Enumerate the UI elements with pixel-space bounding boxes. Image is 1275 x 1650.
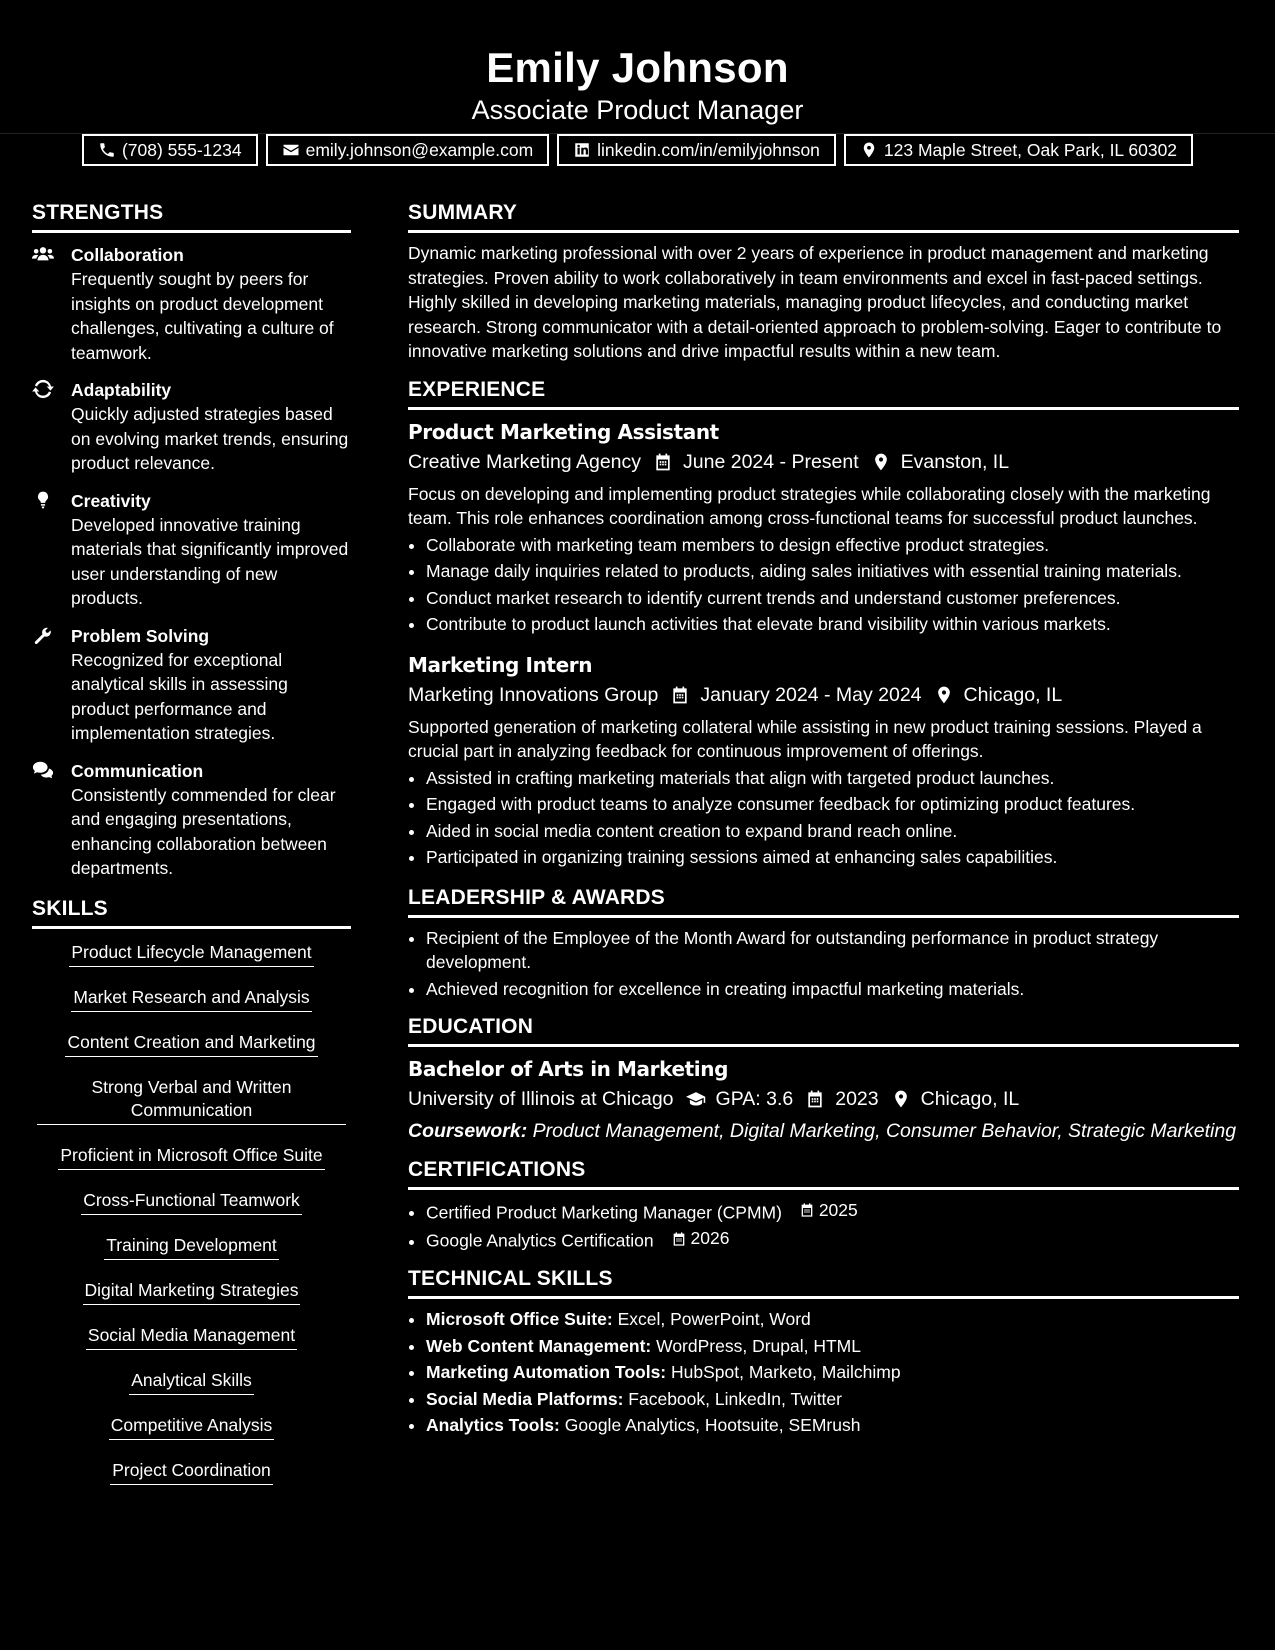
skills-list	[32, 941, 351, 1485]
job-meta	[408, 448, 1239, 476]
map-pin-icon	[860, 141, 878, 159]
strength-name: Creativity	[71, 490, 151, 511]
strengths-heading: STRENGTHS	[32, 199, 351, 233]
sync-icon	[32, 379, 56, 399]
calendar-icon	[653, 452, 673, 472]
education-section	[408, 1013, 1239, 1144]
experience-heading: EXPERIENCE	[408, 376, 1239, 410]
leadership-list	[408, 926, 1239, 1002]
job-bullets	[408, 533, 1239, 637]
skill-item: Cross-Functional Teamwork	[32, 1189, 351, 1215]
coursework-list: Product Management, Digital Marketing, Consumer Behavior, Strategic Marketing	[532, 1120, 1237, 1142]
summary-section	[408, 199, 1239, 364]
contact-phone-text: (708) 555-1234	[121, 140, 242, 160]
contact-address[interactable]	[844, 134, 1193, 166]
skill-item: Content Creation and Marketing	[32, 1031, 351, 1057]
left-column	[32, 199, 351, 1504]
summary-heading: SUMMARY	[408, 199, 1239, 233]
map-pin-icon	[934, 685, 954, 705]
skill-item: Digital Marketing Strategies	[32, 1279, 351, 1305]
job-entry	[408, 651, 1239, 870]
strength-name: Problem Solving	[71, 625, 210, 646]
contact-email-text: emily.johnson@example.com	[305, 140, 534, 160]
certification-date	[799, 1198, 858, 1223]
skills-section	[32, 895, 351, 1485]
gpa: GPA: 3.6	[715, 1088, 794, 1110]
job-company: Creative Marketing Agency	[408, 450, 642, 473]
certification-item	[426, 1226, 1239, 1253]
certifications-heading: CERTIFICATIONS	[408, 1156, 1239, 1190]
candidate-name: Emily Johnson	[486, 44, 789, 91]
job-location: Evanston, IL	[900, 450, 1010, 473]
technical-skills-list	[408, 1307, 1239, 1438]
certification-year: 2025	[818, 1199, 858, 1220]
job-company: Marketing Innovations Group	[408, 683, 659, 706]
skill-item: Market Research and Analysis	[32, 986, 351, 1012]
contact-linkedin[interactable]	[557, 134, 836, 166]
calendar-icon	[805, 1089, 825, 1109]
calendar-icon	[670, 685, 690, 705]
strength-item	[32, 378, 351, 476]
strength-name: Communication	[71, 760, 204, 781]
wrench-icon	[32, 625, 56, 645]
contact-bar	[0, 134, 1275, 166]
leadership-item: • Achieved recognition for excellence in creating impactful marketing materials.	[426, 977, 1239, 1002]
technical-skills-section	[408, 1265, 1239, 1438]
candidate-role: Associate Product Manager	[471, 95, 804, 125]
strength-item	[32, 243, 351, 365]
skills-heading: SKILLS	[32, 895, 351, 929]
skill-item: Strong Verbal and Written Communication	[32, 1076, 351, 1125]
technical-skills-heading: TECHNICAL SKILLS	[408, 1265, 1239, 1299]
certifications-section	[408, 1156, 1239, 1254]
strength-description: Recognized for exceptional analytical skills in assessing product performance and implementation strategies.	[71, 649, 288, 743]
skill-item: Product Lifecycle Management	[32, 941, 351, 967]
envelope-icon	[282, 141, 300, 159]
strength-name: Adaptability	[71, 380, 172, 400]
job-meta	[408, 681, 1239, 709]
technical-skill-item: • Marketing Automation Tools: HubSpot, Marketo, Mailchimp	[426, 1360, 1239, 1385]
skill-item: Analytical Skills	[32, 1369, 351, 1395]
job-description: Focus on developing and implementing product strategies while collaborating closely with the marketing team. This role enhances coordination among cross-functional teams for successful product launches.	[408, 483, 1211, 528]
job-bullet: • Participated in organizing training sessions aimed at enhancing sales capabilities.	[426, 845, 1239, 870]
job-dates: January 2024 - May 2024	[700, 683, 922, 706]
certification-item	[426, 1198, 1239, 1225]
certification-name: Certified Product Marketing Manager (CPMM)	[426, 1201, 782, 1222]
map-pin-icon	[871, 452, 891, 472]
education-meta	[408, 1085, 1239, 1113]
job-bullet: • Manage daily inquiries related to products, aiding sales initiatives with essential training materials.	[426, 559, 1239, 584]
certification-date	[671, 1226, 730, 1251]
job-title: Marketing Intern	[408, 652, 593, 677]
job-title: Product Marketing Assistant	[408, 419, 719, 444]
strength-description: Frequently sought by peers for insights on product development challenges, cultivating a culture of teamwork.	[71, 269, 334, 363]
skill-item: Social Media Management	[32, 1324, 351, 1350]
degree-title: Bachelor of Arts in Marketing	[408, 1057, 729, 1081]
strength-item	[32, 489, 351, 611]
technical-skill-item: • Web Content Management: WordPress, Drupal, HTML	[426, 1334, 1239, 1359]
job-bullet: • Engaged with product teams to analyze consumer feedback for optimizing product features.	[426, 792, 1239, 817]
comments-icon	[32, 760, 56, 780]
coursework	[408, 1119, 1239, 1144]
contact-email[interactable]	[266, 134, 550, 166]
experience-section	[408, 376, 1239, 870]
strength-description: Quickly adjusted strategies based on evolving market trends, ensuring product relevance.	[71, 404, 349, 473]
lightbulb-icon	[32, 490, 56, 510]
job-location: Chicago, IL	[963, 683, 1063, 706]
job-bullets	[408, 766, 1239, 870]
right-column	[408, 199, 1239, 1450]
job-bullet: • Collaborate with marketing team members to design effective product strategies.	[426, 533, 1239, 558]
graduation-year: 2023	[835, 1088, 879, 1110]
contact-phone[interactable]	[82, 134, 258, 166]
coursework-label: Coursework:	[408, 1120, 528, 1142]
strength-description: Consistently commended for clear and engaging presentations, enhancing collaboration between departments.	[71, 784, 336, 878]
strength-name: Collaboration	[71, 245, 184, 265]
education-heading: EDUCATION	[408, 1013, 1239, 1047]
calendar-icon	[799, 1202, 815, 1218]
job-bullet: • Contribute to product launch activities that elevate brand visibility within various markets.	[426, 612, 1239, 637]
certification-year: 2026	[690, 1228, 730, 1249]
job-bullet: • Assisted in crafting marketing materials that align with targeted product launches.	[426, 766, 1239, 791]
job-entry	[408, 418, 1239, 637]
strength-description: Developed innovative training materials that significantly improved user understanding of new products.	[71, 514, 349, 608]
skill-item: Project Coordination	[32, 1459, 351, 1485]
users-icon	[32, 244, 56, 264]
map-pin-icon	[891, 1089, 911, 1109]
job-dates: June 2024 - Present	[683, 450, 859, 473]
linkedin-icon	[573, 141, 591, 159]
leadership-section	[408, 884, 1239, 1002]
summary-text: Dynamic marketing professional with over 2 years of experience in product management and marketing strategies. Proven ability to work collaboratively in team environments and excel in fast-paced settings. Highly skilled in developing marketing materials, managing product lifecycles, and conducting market research. Strong communicator with a detail-oriented approach to problem-solving. Eager to contribute to innovative marketing solutions and drive impactful results within a new team.	[408, 243, 1222, 361]
leadership-item: • Recipient of the Employee of the Month Award for outstanding performance in product strategy development.	[426, 926, 1239, 975]
certification-name: Google Analytics Certification	[426, 1230, 654, 1251]
contact-address-text: 123 Maple Street, Oak Park, IL 60302	[883, 140, 1178, 160]
graduation-cap-icon	[686, 1089, 706, 1109]
strength-item	[32, 759, 351, 881]
resume-header	[0, 0, 1275, 160]
calendar-icon	[671, 1231, 687, 1247]
certifications-list	[408, 1198, 1239, 1254]
school-name: University of Illinois at Chicago	[408, 1088, 674, 1110]
skill-item: Proficient in Microsoft Office Suite	[32, 1144, 351, 1170]
job-description: Supported generation of marketing collateral while assisting in new product training sessions. Played a crucial part in analyzing feedback for continuous improvement of offerings.	[408, 716, 1202, 761]
job-bullet: • Aided in social media content creation to expand brand reach online.	[426, 819, 1239, 844]
technical-skill-item: • Social Media Platforms: Facebook, LinkedIn, Twitter	[426, 1387, 1239, 1412]
leadership-heading: LEADERSHIP & AWARDS	[408, 884, 1239, 918]
job-bullet: • Conduct market research to identify current trends and understand customer preferences.	[426, 586, 1239, 611]
contact-linkedin-text: linkedin.com/in/emilyjohnson	[597, 140, 820, 160]
strength-item	[32, 624, 351, 746]
education-location: Chicago, IL	[920, 1088, 1020, 1110]
technical-skill-item: • Analytics Tools: Google Analytics, Hootsuite, SEMrush	[426, 1413, 1239, 1438]
skill-item: Competitive Analysis	[32, 1414, 351, 1440]
skill-item: Training Development	[32, 1234, 351, 1260]
technical-skill-item: • Microsoft Office Suite: Excel, PowerPoint, Word	[426, 1307, 1239, 1332]
phone-icon	[98, 141, 116, 159]
